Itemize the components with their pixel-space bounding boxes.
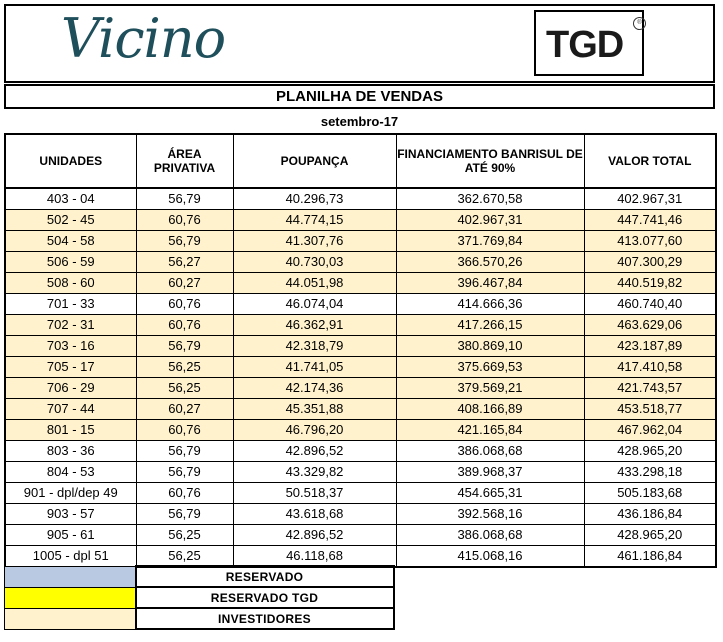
cell-savings: 50.518,37: [233, 483, 396, 504]
cell-area: 56,79: [136, 441, 233, 462]
cell-savings: 42.896,52: [233, 525, 396, 546]
cell-savings: 44.051,98: [233, 273, 396, 294]
cell-financing: 417.266,15: [396, 315, 584, 336]
legend-label-reserved: RESERVADO: [136, 566, 394, 587]
cell-total: 413.077,60: [584, 231, 716, 252]
cell-unit: 901 - dpl/dep 49: [5, 483, 136, 504]
cell-total: 440.519,82: [584, 273, 716, 294]
cell-total: 402.967,31: [584, 188, 716, 210]
table-row: [5, 420, 716, 441]
legend-swatch-investors: [5, 608, 136, 629]
cell-area: 60,76: [136, 483, 233, 504]
cell-savings: 42.896,52: [233, 441, 396, 462]
legend: [4, 565, 395, 630]
cell-unit: 903 - 57: [5, 504, 136, 525]
cell-financing: 386.068,68: [396, 441, 584, 462]
cell-savings: 41.741,05: [233, 357, 396, 378]
cell-unit: 801 - 15: [5, 420, 136, 441]
cell-financing: 389.968,37: [396, 462, 584, 483]
table-row: [5, 336, 716, 357]
cell-area: 56,25: [136, 525, 233, 546]
table-row: [5, 294, 716, 315]
tgd-logo-text: TGD: [546, 24, 624, 66]
table-row: [5, 210, 716, 231]
cell-unit: 403 - 04: [5, 188, 136, 210]
cell-savings: 46.074,04: [233, 294, 396, 315]
legend-label-reserved-tgd: RESERVADO TGD: [136, 587, 394, 608]
cell-financing: 380.869,10: [396, 336, 584, 357]
cell-area: 56,25: [136, 357, 233, 378]
cell-area: 60,76: [136, 315, 233, 336]
cell-financing: 371.769,84: [396, 231, 584, 252]
cell-area: 60,27: [136, 273, 233, 294]
cell-savings: 40.730,03: [233, 252, 396, 273]
cell-area: 56,79: [136, 336, 233, 357]
cell-area: 60,76: [136, 210, 233, 231]
cell-unit: 803 - 36: [5, 441, 136, 462]
cell-total: 463.629,06: [584, 315, 716, 336]
cell-total: 447.741,46: [584, 210, 716, 231]
cell-area: 56,79: [136, 188, 233, 210]
cell-financing: 366.570,26: [396, 252, 584, 273]
cell-total: 433.298,18: [584, 462, 716, 483]
sales-table: [4, 133, 717, 568]
cell-financing: 415.068,16: [396, 546, 584, 568]
table-row: [5, 462, 716, 483]
cell-financing: 454.665,31: [396, 483, 584, 504]
cell-total: 428.965,20: [584, 525, 716, 546]
page-title: PLANILHA DE VENDAS: [4, 84, 715, 109]
cell-unit: 508 - 60: [5, 273, 136, 294]
cell-savings: 46.118,68: [233, 546, 396, 568]
cell-unit: 702 - 31: [5, 315, 136, 336]
cell-unit: 701 - 33: [5, 294, 136, 315]
cell-unit: 804 - 53: [5, 462, 136, 483]
tgd-logo: [534, 10, 644, 76]
cell-unit: 703 - 16: [5, 336, 136, 357]
col-header-total: VALOR TOTAL: [584, 134, 716, 188]
cell-financing: 379.569,21: [396, 378, 584, 399]
cell-financing: 386.068,68: [396, 525, 584, 546]
cell-total: 436.186,84: [584, 504, 716, 525]
cell-total: 428.965,20: [584, 441, 716, 462]
table-row: [5, 441, 716, 462]
legend-swatch-reserved-tgd: [5, 587, 136, 608]
table-row: [5, 378, 716, 399]
cell-savings: 46.796,20: [233, 420, 396, 441]
cell-area: 56,25: [136, 378, 233, 399]
cell-savings: 40.296,73: [233, 188, 396, 210]
cell-total: 417.410,58: [584, 357, 716, 378]
cell-financing: 362.670,58: [396, 188, 584, 210]
registered-mark-icon: ®: [633, 17, 646, 30]
cell-unit: 504 - 58: [5, 231, 136, 252]
cell-financing: 392.568,16: [396, 504, 584, 525]
cell-total: 467.962,04: [584, 420, 716, 441]
cell-area: 56,79: [136, 462, 233, 483]
table-row: [5, 188, 716, 210]
col-header-area: ÁREA PRIVATIVA: [136, 134, 233, 188]
table-row: [5, 252, 716, 273]
table-row: [5, 525, 716, 546]
table-row: [5, 483, 716, 504]
cell-unit: 506 - 59: [5, 252, 136, 273]
cell-area: 56,79: [136, 504, 233, 525]
cell-area: 60,76: [136, 294, 233, 315]
table-row: [5, 504, 716, 525]
legend-row: [5, 566, 394, 587]
cell-total: 423.187,89: [584, 336, 716, 357]
legend-label-investors: INVESTIDORES: [136, 608, 394, 629]
cell-total: 461.186,84: [584, 546, 716, 568]
vicino-logo: Vicino: [61, 7, 226, 70]
cell-savings: 43.329,82: [233, 462, 396, 483]
col-header-financing: FINANCIAMENTO BANRISUL DE ATÉ 90%: [396, 134, 584, 188]
cell-area: 56,25: [136, 546, 233, 568]
cell-savings: 41.307,76: [233, 231, 396, 252]
table-row: [5, 546, 716, 568]
cell-area: 60,76: [136, 420, 233, 441]
col-header-savings: POUPANÇA: [233, 134, 396, 188]
table-row: [5, 273, 716, 294]
cell-unit: 1005 - dpl 51: [5, 546, 136, 568]
cell-financing: 414.666,36: [396, 294, 584, 315]
cell-unit: 502 - 45: [5, 210, 136, 231]
cell-area: 60,27: [136, 399, 233, 420]
table-row: [5, 231, 716, 252]
table-row: [5, 357, 716, 378]
period-label: setembro-17: [320, 114, 399, 129]
table-row: [5, 315, 716, 336]
cell-unit: 707 - 44: [5, 399, 136, 420]
cell-unit: 905 - 61: [5, 525, 136, 546]
cell-total: 453.518,77: [584, 399, 716, 420]
cell-savings: 45.351,88: [233, 399, 396, 420]
cell-area: 56,79: [136, 231, 233, 252]
cell-savings: 44.774,15: [233, 210, 396, 231]
table-header-row: [5, 134, 716, 188]
legend-row: [5, 587, 394, 608]
cell-unit: 706 - 29: [5, 378, 136, 399]
cell-financing: 402.967,31: [396, 210, 584, 231]
legend-swatch-reserved: [5, 566, 136, 587]
cell-savings: 43.618,68: [233, 504, 396, 525]
cell-total: 407.300,29: [584, 252, 716, 273]
legend-row: [5, 608, 394, 629]
table-row: [5, 399, 716, 420]
cell-total: 421.743,57: [584, 378, 716, 399]
cell-financing: 421.165,84: [396, 420, 584, 441]
cell-financing: 408.166,89: [396, 399, 584, 420]
cell-savings: 42.318,79: [233, 336, 396, 357]
cell-savings: 46.362,91: [233, 315, 396, 336]
cell-total: 460.740,40: [584, 294, 716, 315]
col-header-units: UNIDADES: [5, 134, 136, 188]
cell-savings: 42.174,36: [233, 378, 396, 399]
header: [4, 4, 715, 83]
cell-total: 505.183,68: [584, 483, 716, 504]
cell-financing: 375.669,53: [396, 357, 584, 378]
cell-financing: 396.467,84: [396, 273, 584, 294]
cell-area: 56,27: [136, 252, 233, 273]
cell-unit: 705 - 17: [5, 357, 136, 378]
